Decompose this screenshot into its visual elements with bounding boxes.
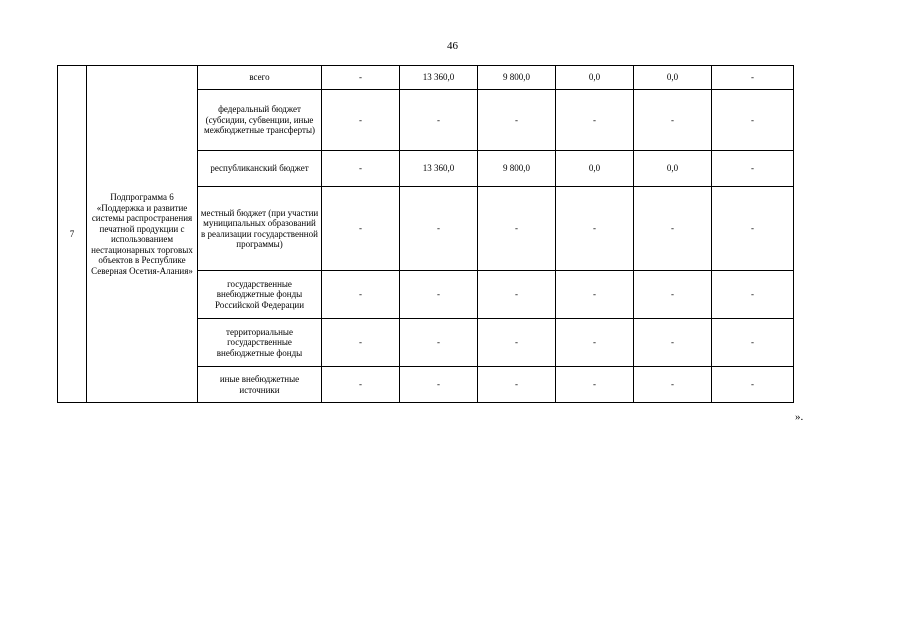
value-cell: - — [322, 319, 400, 367]
value-cell: - — [634, 187, 712, 271]
value-cell: 13 360,0 — [400, 66, 478, 90]
funding-source-cell: всего — [198, 66, 322, 90]
value-cell: - — [400, 319, 478, 367]
value-cell: 9 800,0 — [478, 151, 556, 187]
value-cell: - — [556, 367, 634, 403]
value-cell: 0,0 — [634, 66, 712, 90]
table-row — [58, 66, 794, 90]
closing-quote-mark: ». — [795, 411, 804, 423]
row-number-cell: 7 — [58, 66, 87, 403]
value-cell: 0,0 — [556, 151, 634, 187]
value-cell: - — [556, 319, 634, 367]
value-cell: - — [556, 271, 634, 319]
funding-source-cell: иные внебюджетные источники — [198, 367, 322, 403]
funding-source-cell: государственные внебюджетные фонды Российской Федерации — [198, 271, 322, 319]
value-cell: - — [712, 66, 794, 90]
value-cell: - — [322, 66, 400, 90]
value-cell: - — [634, 367, 712, 403]
value-cell: - — [478, 319, 556, 367]
value-cell: - — [712, 151, 794, 187]
funding-source-cell: федеральный бюджет (субсидии, субвенции, иные межбюджетные трансферты) — [198, 90, 322, 151]
value-cell: - — [712, 187, 794, 271]
value-cell: - — [322, 187, 400, 271]
value-cell: - — [712, 319, 794, 367]
value-cell: - — [400, 271, 478, 319]
funding-source-cell: местный бюджет (при участии муниципальных образований в реализации государственной программы) — [198, 187, 322, 271]
funding-source-cell: республиканский бюджет — [198, 151, 322, 187]
value-cell: - — [634, 271, 712, 319]
value-cell: - — [400, 90, 478, 151]
value-cell: - — [634, 319, 712, 367]
value-cell: - — [478, 187, 556, 271]
value-cell: - — [322, 271, 400, 319]
value-cell: - — [634, 90, 712, 151]
value-cell: - — [478, 367, 556, 403]
value-cell: - — [712, 271, 794, 319]
value-cell: 0,0 — [634, 151, 712, 187]
value-cell: - — [556, 187, 634, 271]
value-cell: - — [322, 367, 400, 403]
value-cell: 9 800,0 — [478, 66, 556, 90]
value-cell: - — [556, 90, 634, 151]
value-cell: - — [712, 367, 794, 403]
funding-table — [57, 65, 794, 403]
page-number: 46 — [447, 40, 458, 52]
value-cell: 0,0 — [556, 66, 634, 90]
value-cell: - — [322, 90, 400, 151]
value-cell: - — [712, 90, 794, 151]
value-cell: 13 360,0 — [400, 151, 478, 187]
value-cell: - — [478, 90, 556, 151]
value-cell: - — [400, 187, 478, 271]
funding-source-cell: территориальные государственные внебюджетные фонды — [198, 319, 322, 367]
program-name-cell: Подпрограмма 6 «Поддержка и развитие системы распространения печатной продукции с использованием нестационарных торговых объектов в Республике Северная Осетия-Алания» — [87, 66, 198, 403]
value-cell: - — [400, 367, 478, 403]
value-cell: - — [478, 271, 556, 319]
value-cell: - — [322, 151, 400, 187]
